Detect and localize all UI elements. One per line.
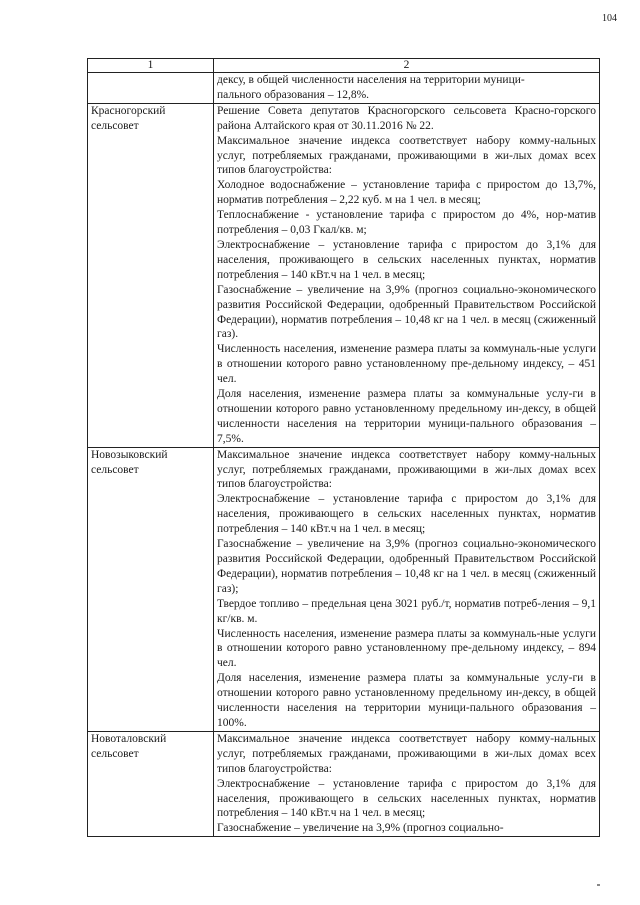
paragraph: Газоснабжение – увеличение на 3,9% (прогноз социально-экономического развития Российской Федерации, одобренный Правительством Российской Федерации), норматив потребления – 10,48 кг на 1 чел. в месяц (сжиженный газ); xyxy=(217,538,596,595)
paragraph: Электроснабжение – установление тарифа с приростом до 3,1% для населения, проживающего в сельских населенных пунктах, норматив потребления – 140 кВт.ч на 1 чел. в месяц; xyxy=(217,777,596,820)
municipality-name: Новозыковский сельсовет xyxy=(88,447,214,731)
paragraph: Максимальное значение индекса соответствует набору комму-нальных услуг, потребляемых гражданами, проживающими в жи-лых домах всех типов благоустройства: xyxy=(217,448,596,491)
table-row xyxy=(88,447,600,731)
municipality-name xyxy=(88,73,214,104)
municipality-name: Новоталовский сельсовет xyxy=(88,731,214,836)
column-header-1: 1 xyxy=(88,59,214,73)
paragraph: Электроснабжение – установление тарифа с приростом до 3,1% для населения, проживающего в сельских населенных пунктах, норматив потребления – 140 кВт.ч на 1 чел. в месяц; xyxy=(217,238,596,281)
municipality-name: Красногорский сельсовет xyxy=(88,103,214,447)
table-row xyxy=(88,731,600,836)
paragraph: Доля населения, изменение размера платы за коммунальные услу-ги в отношении которого равно установленному предельному ин-дексу, в общей численности населения на территории муници-пального образования – 100%. xyxy=(217,672,596,729)
paragraph: Доля населения, изменение размера платы за коммунальные услу-ги в отношении которого равно установленному предельному ин-дексу, в общей численности населения на территории муници-пального образования – 7,5%. xyxy=(217,388,596,445)
paragraph: Максимальное значение индекса соответствует набору комму-нальных услуг, потребляемых гражданами, проживающими в жи-лых домах всех типов благоустройства: xyxy=(217,732,596,775)
paragraph: Газоснабжение – увеличение на 3,9% (прогноз социально-экономического развития Российской Федерации, одобренный Правительством Российской Федерации), норматив потребления – 10,48 кг на 1 чел. в месяц (сжиженный газ). xyxy=(217,283,596,341)
table-row xyxy=(88,73,600,104)
scan-mark xyxy=(597,884,600,886)
paragraph: пального образования – 12,8%. xyxy=(217,88,370,101)
paragraph: Численность населения, изменение размера платы за коммуналь-ные услуги в отношении которого равно установленному пре-дельному индексу, – 894 чел. xyxy=(217,627,596,670)
indicator-text xyxy=(214,731,600,836)
table-row xyxy=(88,103,600,447)
paragraph: Решение Совета депутатов Красногорского сельсовета Красно-горского района Алтайского края от 30.11.2016 № 22. xyxy=(217,104,596,132)
indicator-text xyxy=(214,103,600,447)
paragraph: дексу, в общей численности населения на территории муници- xyxy=(217,74,525,86)
indicator-text xyxy=(214,447,600,731)
paragraph: Численность населения, изменение размера платы за коммуналь-ные услуги в отношении которого равно установленному пре-дельному индексу, – 451 чел. xyxy=(217,343,596,386)
indicator-text xyxy=(214,73,600,104)
header-row xyxy=(88,59,600,73)
page-number: 104 xyxy=(602,13,617,24)
tariff-index-table xyxy=(87,58,600,837)
paragraph: Максимальное значение индекса соответствует набору комму-нальных услуг, потребляемых гражданами, проживающими в жи-лых домах всех типов благоустройства: xyxy=(217,134,596,177)
paragraph: Холодное водоснабжение – установление тарифа с приростом до 13,7%, норматив потребления – 2,22 куб. м на 1 чел. в месяц; xyxy=(217,179,596,207)
paragraph: Газоснабжение – увеличение на 3,9% (прогноз социально- xyxy=(217,822,504,835)
paragraph: Твердое топливо – предельная цена 3021 руб./т, норматив потреб-ления – 9,1 кг/кв. м. xyxy=(217,597,596,625)
column-header-2: 2 xyxy=(214,59,600,73)
paragraph: Теплоснабжение - установление тарифа с приростом до 4%, нор-матив потребления – 0,03 Гкал/кв. м; xyxy=(217,209,596,237)
paragraph: Электроснабжение – установление тарифа с приростом до 3,1% для населения, проживающего в сельских населенных пунктах, норматив потребления – 140 кВт.ч на 1 чел. в месяц; xyxy=(217,493,596,536)
